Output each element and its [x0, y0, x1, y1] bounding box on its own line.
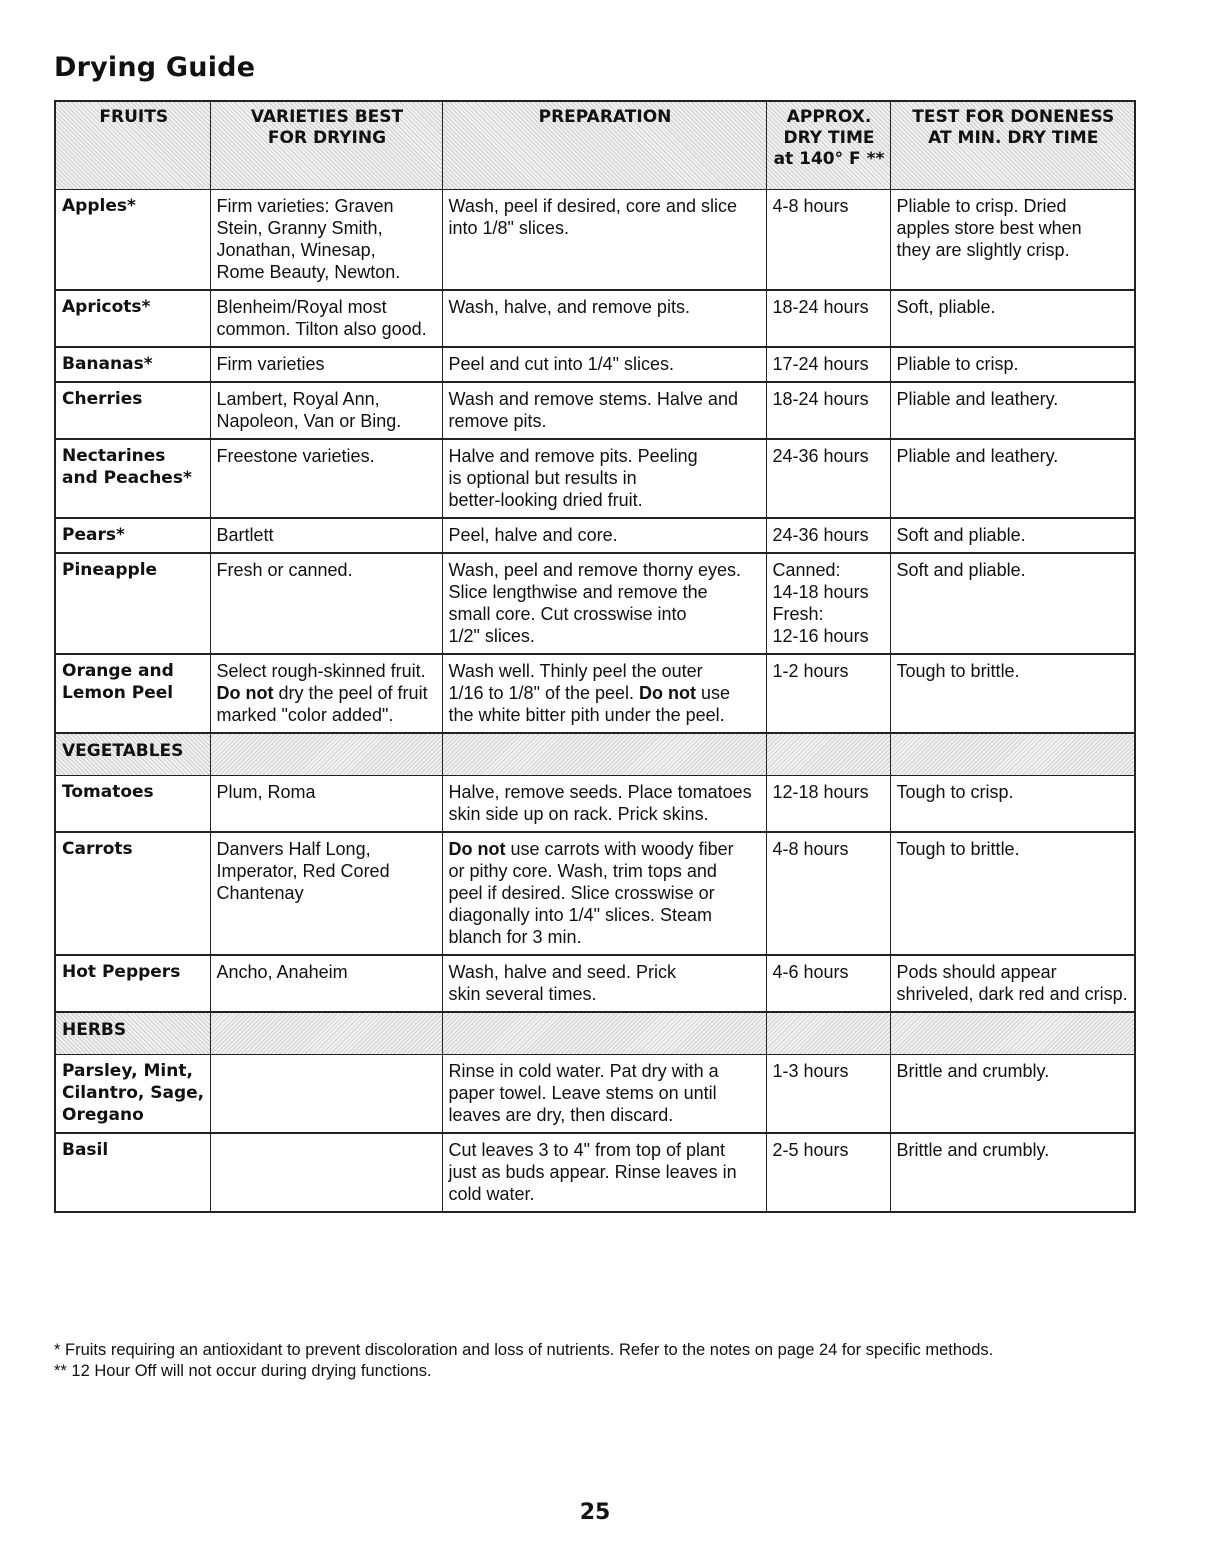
preparation-cell: Halve, remove seeds. Place tomatoes skin side up on rack. Prick skins. [442, 776, 766, 833]
varieties-cell: Danvers Half Long, Imperator, Red Cored Chantenay [210, 832, 442, 955]
doneness-cell: Pliable and leathery. [890, 382, 1135, 439]
footnote-hour-off: ** 12 Hour Off will not occur during drying functions. [54, 1362, 432, 1380]
dry-time-cell: 24-36 hours [766, 518, 890, 553]
doneness-cell: Tough to brittle. [890, 654, 1135, 733]
dry-time-cell: 17-24 hours [766, 347, 890, 382]
dry-time-cell: 4-8 hours [766, 190, 890, 291]
doneness-cell: Pods should appear shriveled, dark red and crisp. [890, 955, 1135, 1012]
table-row [55, 290, 1135, 347]
doneness-cell: Pliable to crisp. [890, 347, 1135, 382]
table-row [55, 518, 1135, 553]
fruits-section [55, 190, 1135, 734]
item-name: Orange and Lemon Peel [55, 654, 210, 733]
item-name: Hot Peppers [55, 955, 210, 1012]
footnote-antioxidant: * Fruits requiring an antioxidant to prevent discoloration and loss of nutrients. Refer to the notes on page 24 for specific methods. [54, 1341, 994, 1359]
item-name: Pears* [55, 518, 210, 553]
doneness-cell: Pliable to crisp. Dried apples store best when they are slightly crisp. [890, 190, 1135, 291]
header-varieties: VARIETIES BEST FOR DRYING [210, 101, 442, 190]
preparation-cell: Halve and remove pits. Peeling is optional but results in better-looking dried fruit. [442, 439, 766, 518]
preparation-cell: Wash, halve, and remove pits. [442, 290, 766, 347]
item-name: Pineapple [55, 553, 210, 654]
preparation-cell: Rinse in cold water. Pat dry with a paper towel. Leave stems on until leaves are dry, then discard. [442, 1055, 766, 1134]
preparation-cell: Wash, halve and seed. Prick skin several times. [442, 955, 766, 1012]
doneness-cell: Tough to crisp. [890, 776, 1135, 833]
dry-time-cell: 18-24 hours [766, 290, 890, 347]
varieties-cell: Bartlett [210, 518, 442, 553]
table-row [55, 347, 1135, 382]
preparation-cell: Peel and cut into 1/4" slices. [442, 347, 766, 382]
footnotes [54, 1340, 1154, 1382]
table-row [55, 654, 1135, 733]
item-name: Nectarines and Peaches* [55, 439, 210, 518]
doneness-cell: Brittle and crumbly. [890, 1133, 1135, 1212]
header-fruits: FRUITS [55, 101, 210, 190]
vegetables-label: VEGETABLES [55, 733, 210, 776]
table-row [55, 832, 1135, 955]
page-title: Drying Guide [54, 52, 256, 83]
dry-time-cell: Canned: 14-18 hours Fresh: 12-16 hours [766, 553, 890, 654]
drying-guide-table [54, 100, 1136, 1213]
varieties-cell: Lambert, Royal Ann, Napoleon, Van or Bing. [210, 382, 442, 439]
herbs-label: HERBS [55, 1012, 210, 1055]
item-name: Carrots [55, 832, 210, 955]
preparation-cell: Cut leaves 3 to 4" from top of plant just as buds appear. Rinse leaves in cold water. [442, 1133, 766, 1212]
header-preparation: PREPARATION [442, 101, 766, 190]
dry-time-cell: 2-5 hours [766, 1133, 890, 1212]
table-row [55, 382, 1135, 439]
table-row [55, 190, 1135, 291]
item-name: Bananas* [55, 347, 210, 382]
varieties-cell: Firm varieties: Graven Stein, Granny Smith, Jonathan, Winesap, Rome Beauty, Newton. [210, 190, 442, 291]
doneness-cell: Brittle and crumbly. [890, 1055, 1135, 1134]
dry-time-cell: 4-6 hours [766, 955, 890, 1012]
dry-time-cell: 24-36 hours [766, 439, 890, 518]
table-row [55, 1055, 1135, 1134]
dry-time-cell: 12-18 hours [766, 776, 890, 833]
item-name: Cherries [55, 382, 210, 439]
header-test-doneness: TEST FOR DONENESS AT MIN. DRY TIME [890, 101, 1135, 190]
varieties-cell [210, 1133, 442, 1212]
item-name: Apples* [55, 190, 210, 291]
varieties-cell: Fresh or canned. [210, 553, 442, 654]
preparation-cell: Peel, halve and core. [442, 518, 766, 553]
table-row [55, 439, 1135, 518]
varieties-cell: Select rough-skinned fruit. Do not dry the peel of fruit marked "color added". [210, 654, 442, 733]
table-row [55, 955, 1135, 1012]
varieties-cell: Ancho, Anaheim [210, 955, 442, 1012]
varieties-cell: Plum, Roma [210, 776, 442, 833]
varieties-cell [210, 1055, 442, 1134]
preparation-cell: Wash well. Thinly peel the outer 1/16 to 1/8" of the peel. Do not use the white bitter pith under the peel. [442, 654, 766, 733]
doneness-cell: Soft and pliable. [890, 518, 1135, 553]
doneness-cell: Pliable and leathery. [890, 439, 1135, 518]
vegetables-section-header [55, 733, 1135, 776]
table-row [55, 1133, 1135, 1212]
preparation-cell: Do not use carrots with woody fiber or pithy core. Wash, trim tops and peel if desired. Slice crosswise or diagonally into 1/4" slices. Steam blanch for 3 min. [442, 832, 766, 955]
dry-time-cell: 1-2 hours [766, 654, 890, 733]
page-number: 25 [579, 1500, 611, 1525]
preparation-cell: Wash, peel if desired, core and slice into 1/8" slices. [442, 190, 766, 291]
vegetables-section [55, 776, 1135, 1013]
item-name: Basil [55, 1133, 210, 1212]
doneness-cell: Soft, pliable. [890, 290, 1135, 347]
header-dry-time: APPROX. DRY TIME at 140° F ** [766, 101, 890, 190]
varieties-cell: Freestone varieties. [210, 439, 442, 518]
dry-time-cell: 18-24 hours [766, 382, 890, 439]
herbs-section-header [55, 1012, 1135, 1055]
doneness-cell: Tough to brittle. [890, 832, 1135, 955]
table-row [55, 553, 1135, 654]
preparation-cell: Wash, peel and remove thorny eyes. Slice lengthwise and remove the small core. Cut crosswise into 1/2" slices. [442, 553, 766, 654]
dry-time-cell: 1-3 hours [766, 1055, 890, 1134]
varieties-cell: Blenheim/Royal most common. Tilton also good. [210, 290, 442, 347]
dry-time-cell: 4-8 hours [766, 832, 890, 955]
preparation-cell: Wash and remove stems. Halve and remove pits. [442, 382, 766, 439]
varieties-cell: Firm varieties [210, 347, 442, 382]
table-row [55, 776, 1135, 833]
item-name: Parsley, Mint, Cilantro, Sage, Oregano [55, 1055, 210, 1134]
item-name: Apricots* [55, 290, 210, 347]
herbs-section [55, 1055, 1135, 1213]
item-name: Tomatoes [55, 776, 210, 833]
doneness-cell: Soft and pliable. [890, 553, 1135, 654]
header-row [55, 101, 1135, 190]
